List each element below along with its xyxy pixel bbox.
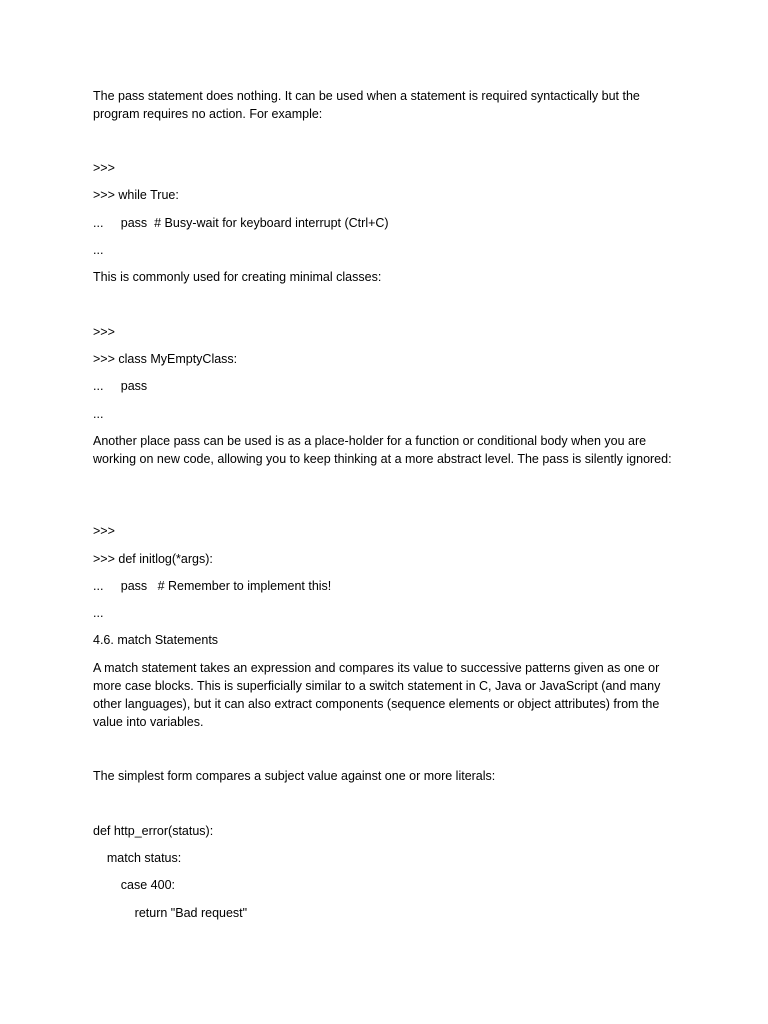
code-line: match status:: [93, 851, 182, 865]
code-line: def http_error(status):: [93, 824, 214, 838]
code-line: >>> while True:: [93, 188, 179, 202]
code-line: >>> class MyEmptyClass:: [93, 352, 238, 366]
paragraph-match-intro: A match statement takes an expression and compares its value to successive patterns given as one or more case blocks. This is superficially similar to a switch statement in C, Java or JavaScript (and many other languages), but it can also extract components (sequence elements or object attributes) from the value into variables.: [93, 661, 661, 729]
code-line: ...: [93, 243, 104, 257]
code-line: >>>: [93, 325, 115, 339]
code-line: ... pass # Remember to implement this!: [93, 579, 332, 593]
code-line: ... pass: [93, 379, 148, 393]
code-line: >>>: [93, 161, 115, 175]
paragraph-simplest-form: The simplest form compares a subject value against one or more literals:: [93, 769, 496, 783]
code-line: ...: [93, 407, 104, 421]
code-line: ... pass # Busy-wait for keyboard interrupt (Ctrl+C): [93, 216, 389, 230]
section-heading-match: 4.6. match Statements: [93, 633, 219, 647]
paragraph-minimal-classes: This is commonly used for creating minimal classes:: [93, 270, 382, 284]
paragraph-pass-intro: The pass statement does nothing. It can be used when a statement is required syntactically but the program requires no action. For example:: [93, 89, 640, 121]
code-line: >>> def initlog(*args):: [93, 552, 213, 566]
code-line: case 400:: [93, 878, 175, 892]
code-line: return "Bad request": [93, 906, 248, 920]
code-line: ...: [93, 606, 104, 620]
paragraph-placeholder: Another place pass can be used is as a place-holder for a function or conditional body when you are working on new code, allowing you to keep thinking at a more abstract level. The pass is silently ignored:: [93, 434, 672, 466]
code-line: >>>: [93, 524, 115, 538]
